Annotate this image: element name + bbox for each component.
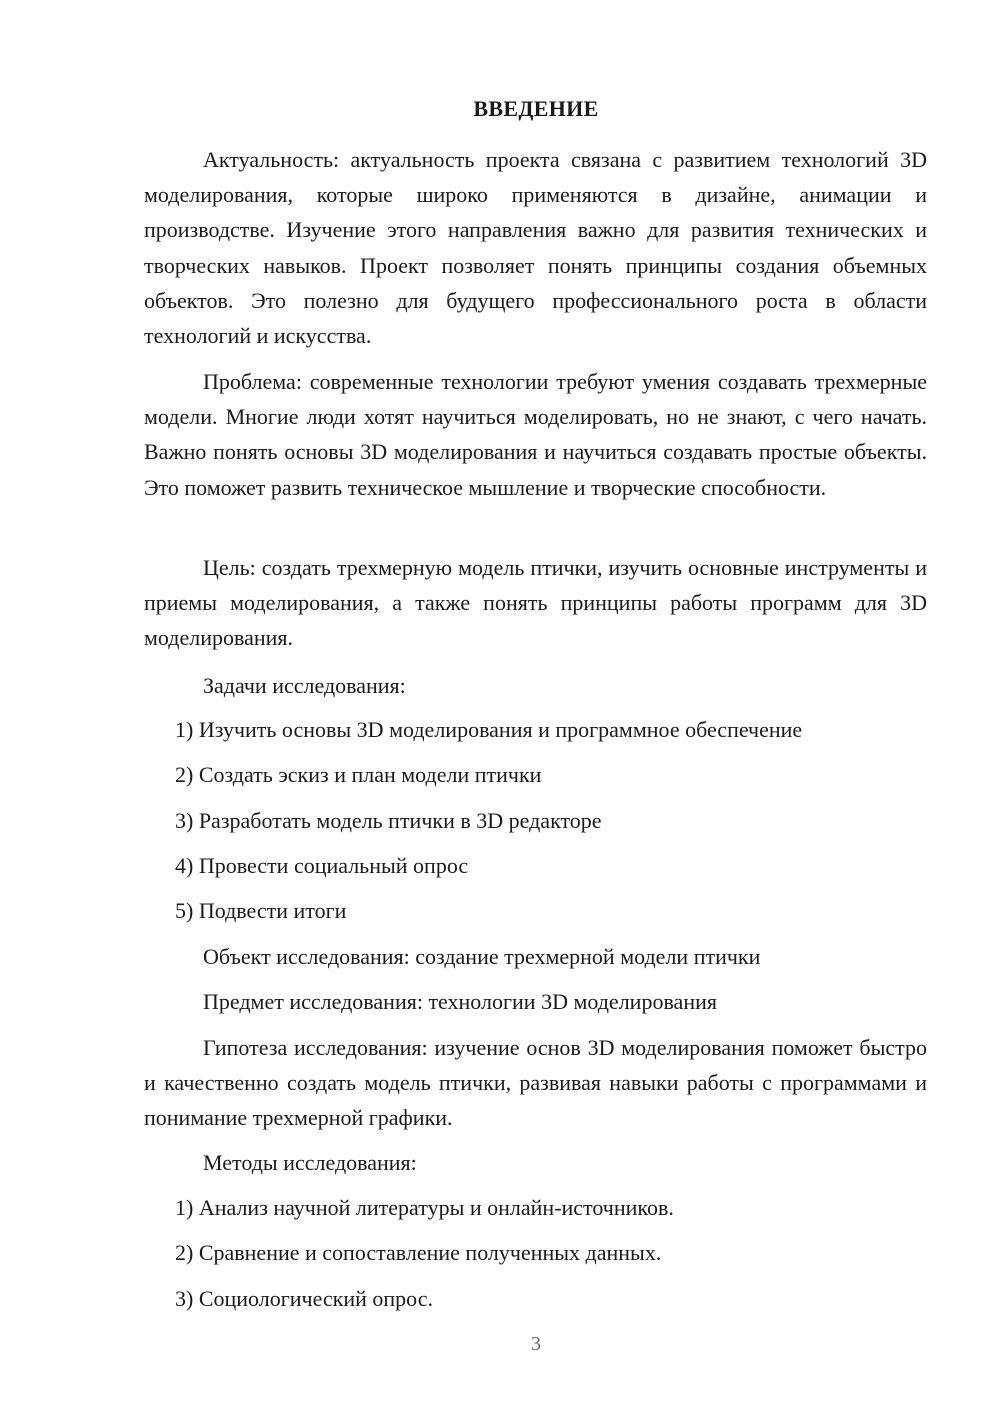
methods-label: Методы исследования: (203, 1150, 417, 1175)
page-title: ВВЕДЕНИЕ (473, 96, 599, 121)
task-item: 2) Создать эскиз и план модели птички (175, 762, 542, 787)
hypothesis-paragraph: Гипотеза исследования: изучение основ 3D моделирования поможет быстро и качественно создать модель птички, развивая навыки работы с программами и понимание трехмерной графики. (144, 1035, 927, 1131)
method-item: 1) Анализ научной литературы и онлайн-источников. (175, 1195, 674, 1220)
method-item: 3) Социологический опрос. (175, 1286, 433, 1311)
page-number: 3 (531, 1333, 541, 1355)
relevance-paragraph: Актуальность: актуальность проекта связана с развитием технологий 3D моделирования, которые широко применяются в дизайне, анимации и производстве. Изучение этого направления важно для развития технических и творческих навыков. Проект позволяет понять принципы создания объемных объектов. Это полезно для будущего профессионального роста в области технологий и искусства. (144, 147, 927, 349)
goal-paragraph: Цель: создать трехмерную модель птички, изучить основные инструменты и приемы моделирования, а также понять принципы работы программ для 3D моделирования. (144, 555, 927, 651)
task-item: 1) Изучить основы 3D моделирования и программное обеспечение (175, 717, 803, 742)
research-object: Объект исследования: создание трехмерной модели птички (203, 944, 761, 969)
tasks-label: Задачи исследования: (203, 673, 406, 698)
task-item: 5) Подвести итоги (175, 898, 347, 923)
problem-paragraph: Проблема: современные технологии требуют умения создавать трехмерные модели. Многие люди хотят научиться моделировать, но не знают, с чего начать. Важно понять основы 3D моделирования и научиться создавать простые объекты. Это поможет развить техническое мышление и творческие способности. (144, 369, 927, 500)
method-item: 2) Сравнение и сопоставление полученных данных. (175, 1240, 662, 1265)
research-subject: Предмет исследования: технологии 3D моделирования (203, 989, 717, 1014)
task-item: 4) Провести социальный опрос (175, 853, 469, 878)
task-item: 3) Разработать модель птички в 3D редакторе (175, 808, 602, 833)
